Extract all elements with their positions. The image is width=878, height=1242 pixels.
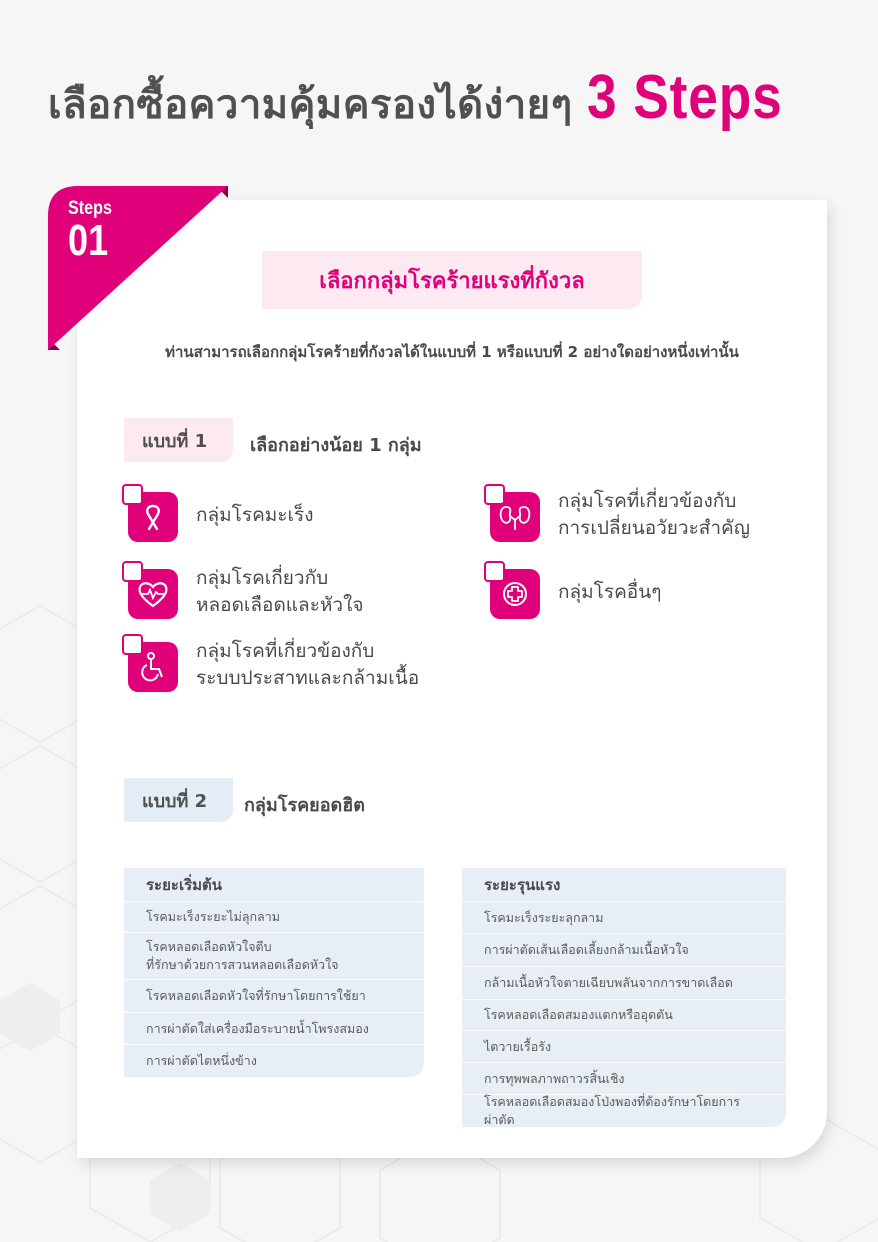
group-label: กลุ่มโรคเกี่ยวกับ หลอดเลือดและหัวใจ <box>196 567 364 616</box>
kidney-icon <box>496 498 534 536</box>
ribbon-icon <box>134 498 172 536</box>
table-row: โรคมะเร็งระยะลุกลาม <box>462 902 786 934</box>
group-others[interactable] <box>488 565 661 619</box>
step-badge <box>68 198 120 265</box>
group-icon-box <box>488 488 542 542</box>
step-number: 01 <box>68 216 109 265</box>
option1-description: เลือกอย่างน้อย 1 กลุ่ม <box>250 435 422 456</box>
group-cardiovascular[interactable] <box>126 565 364 619</box>
table-row: การผ่าตัดไตหนึ่งข้าง <box>146 1053 257 1068</box>
table-header: ระยะเริ่มต้น <box>124 868 424 902</box>
group-label: กลุ่มโรคมะเร็ง <box>196 503 314 526</box>
headline-text: เลือกซื้อความคุ้มครองได้ง่ายๆ <box>48 82 573 128</box>
group-label: กลุ่มโรคที่เกี่ยวข้องกับ ระบบประสาทและกล้ามเนื้อ <box>196 640 420 689</box>
wheelchair-icon <box>134 648 172 686</box>
step-description: ท่านสามารถเลือกกลุ่มโรคร้ายที่กังวลได้ในแบบที่ 1 หรือแบบที่ 2 อย่างใดอย่างหนึ่งเท่านั้น <box>165 343 739 361</box>
early-stage-table <box>124 868 424 1077</box>
group-cancer[interactable] <box>126 488 314 542</box>
table-row: การผ่าตัดเส้นเลือดเลี้ยงกล้ามเนื้อหัวใจ <box>462 934 786 967</box>
step-label: Steps <box>68 198 112 219</box>
option2-description: กลุ่มโรคยอดฮิต <box>244 795 365 816</box>
step-title: เลือกกลุ่มโรคร้ายแรงที่กังวล <box>262 251 642 309</box>
table-row: การผ่าตัดใส่เครื่องมือระบายน้ำโพรงสมอง <box>124 1013 424 1045</box>
medical-cross-icon <box>496 575 534 613</box>
group-icon-box <box>126 638 180 692</box>
table-row: โรคหลอดเลือดหัวใจตีบ ที่รักษาด้วยการสวนหลอดเลือดหัวใจ <box>124 933 424 980</box>
table-row: ไตวายเรื้อรัง <box>462 1031 786 1063</box>
table-header: ระยะรุนแรง <box>462 868 786 902</box>
severe-stage-table <box>462 868 786 1127</box>
group-label: กลุ่มโรคอื่นๆ <box>558 580 662 603</box>
table-row: การทุพพลภาพถาวรสิ้นเชิง <box>462 1063 786 1095</box>
group-label: กลุ่มโรคที่เกี่ยวข้องกับ การเปลี่ยนอวัยวะสำคัญ <box>558 490 750 539</box>
table-row: กล้ามเนื้อหัวใจตายเฉียบพลันจากการขาดเลือด <box>462 967 786 1000</box>
table-row: โรคหลอดเลือดสมองโป่งพองที่ต้องรักษาโดยการผ่าตัด <box>484 1094 740 1127</box>
group-icon-box <box>488 565 542 619</box>
group-nervous-system[interactable] <box>126 638 419 692</box>
headline-accent: 3 Steps <box>586 63 783 132</box>
table-row: โรคมะเร็งระยะไม่ลุกลาม <box>124 902 424 933</box>
table-row: โรคหลอดเลือดหัวใจที่รักษาโดยการใช้ยา <box>124 980 424 1013</box>
group-organ-transplant[interactable] <box>488 488 750 542</box>
option2-label: แบบที่ 2 <box>124 778 233 822</box>
group-icon-box <box>126 565 180 619</box>
heart-icon <box>134 575 172 613</box>
page-headline <box>48 62 868 136</box>
option1-label: แบบที่ 1 <box>124 418 233 462</box>
group-icon-box <box>126 488 180 542</box>
table-row: โรคหลอดเลือดสมองแตกหรืออุดตัน <box>462 1000 786 1031</box>
